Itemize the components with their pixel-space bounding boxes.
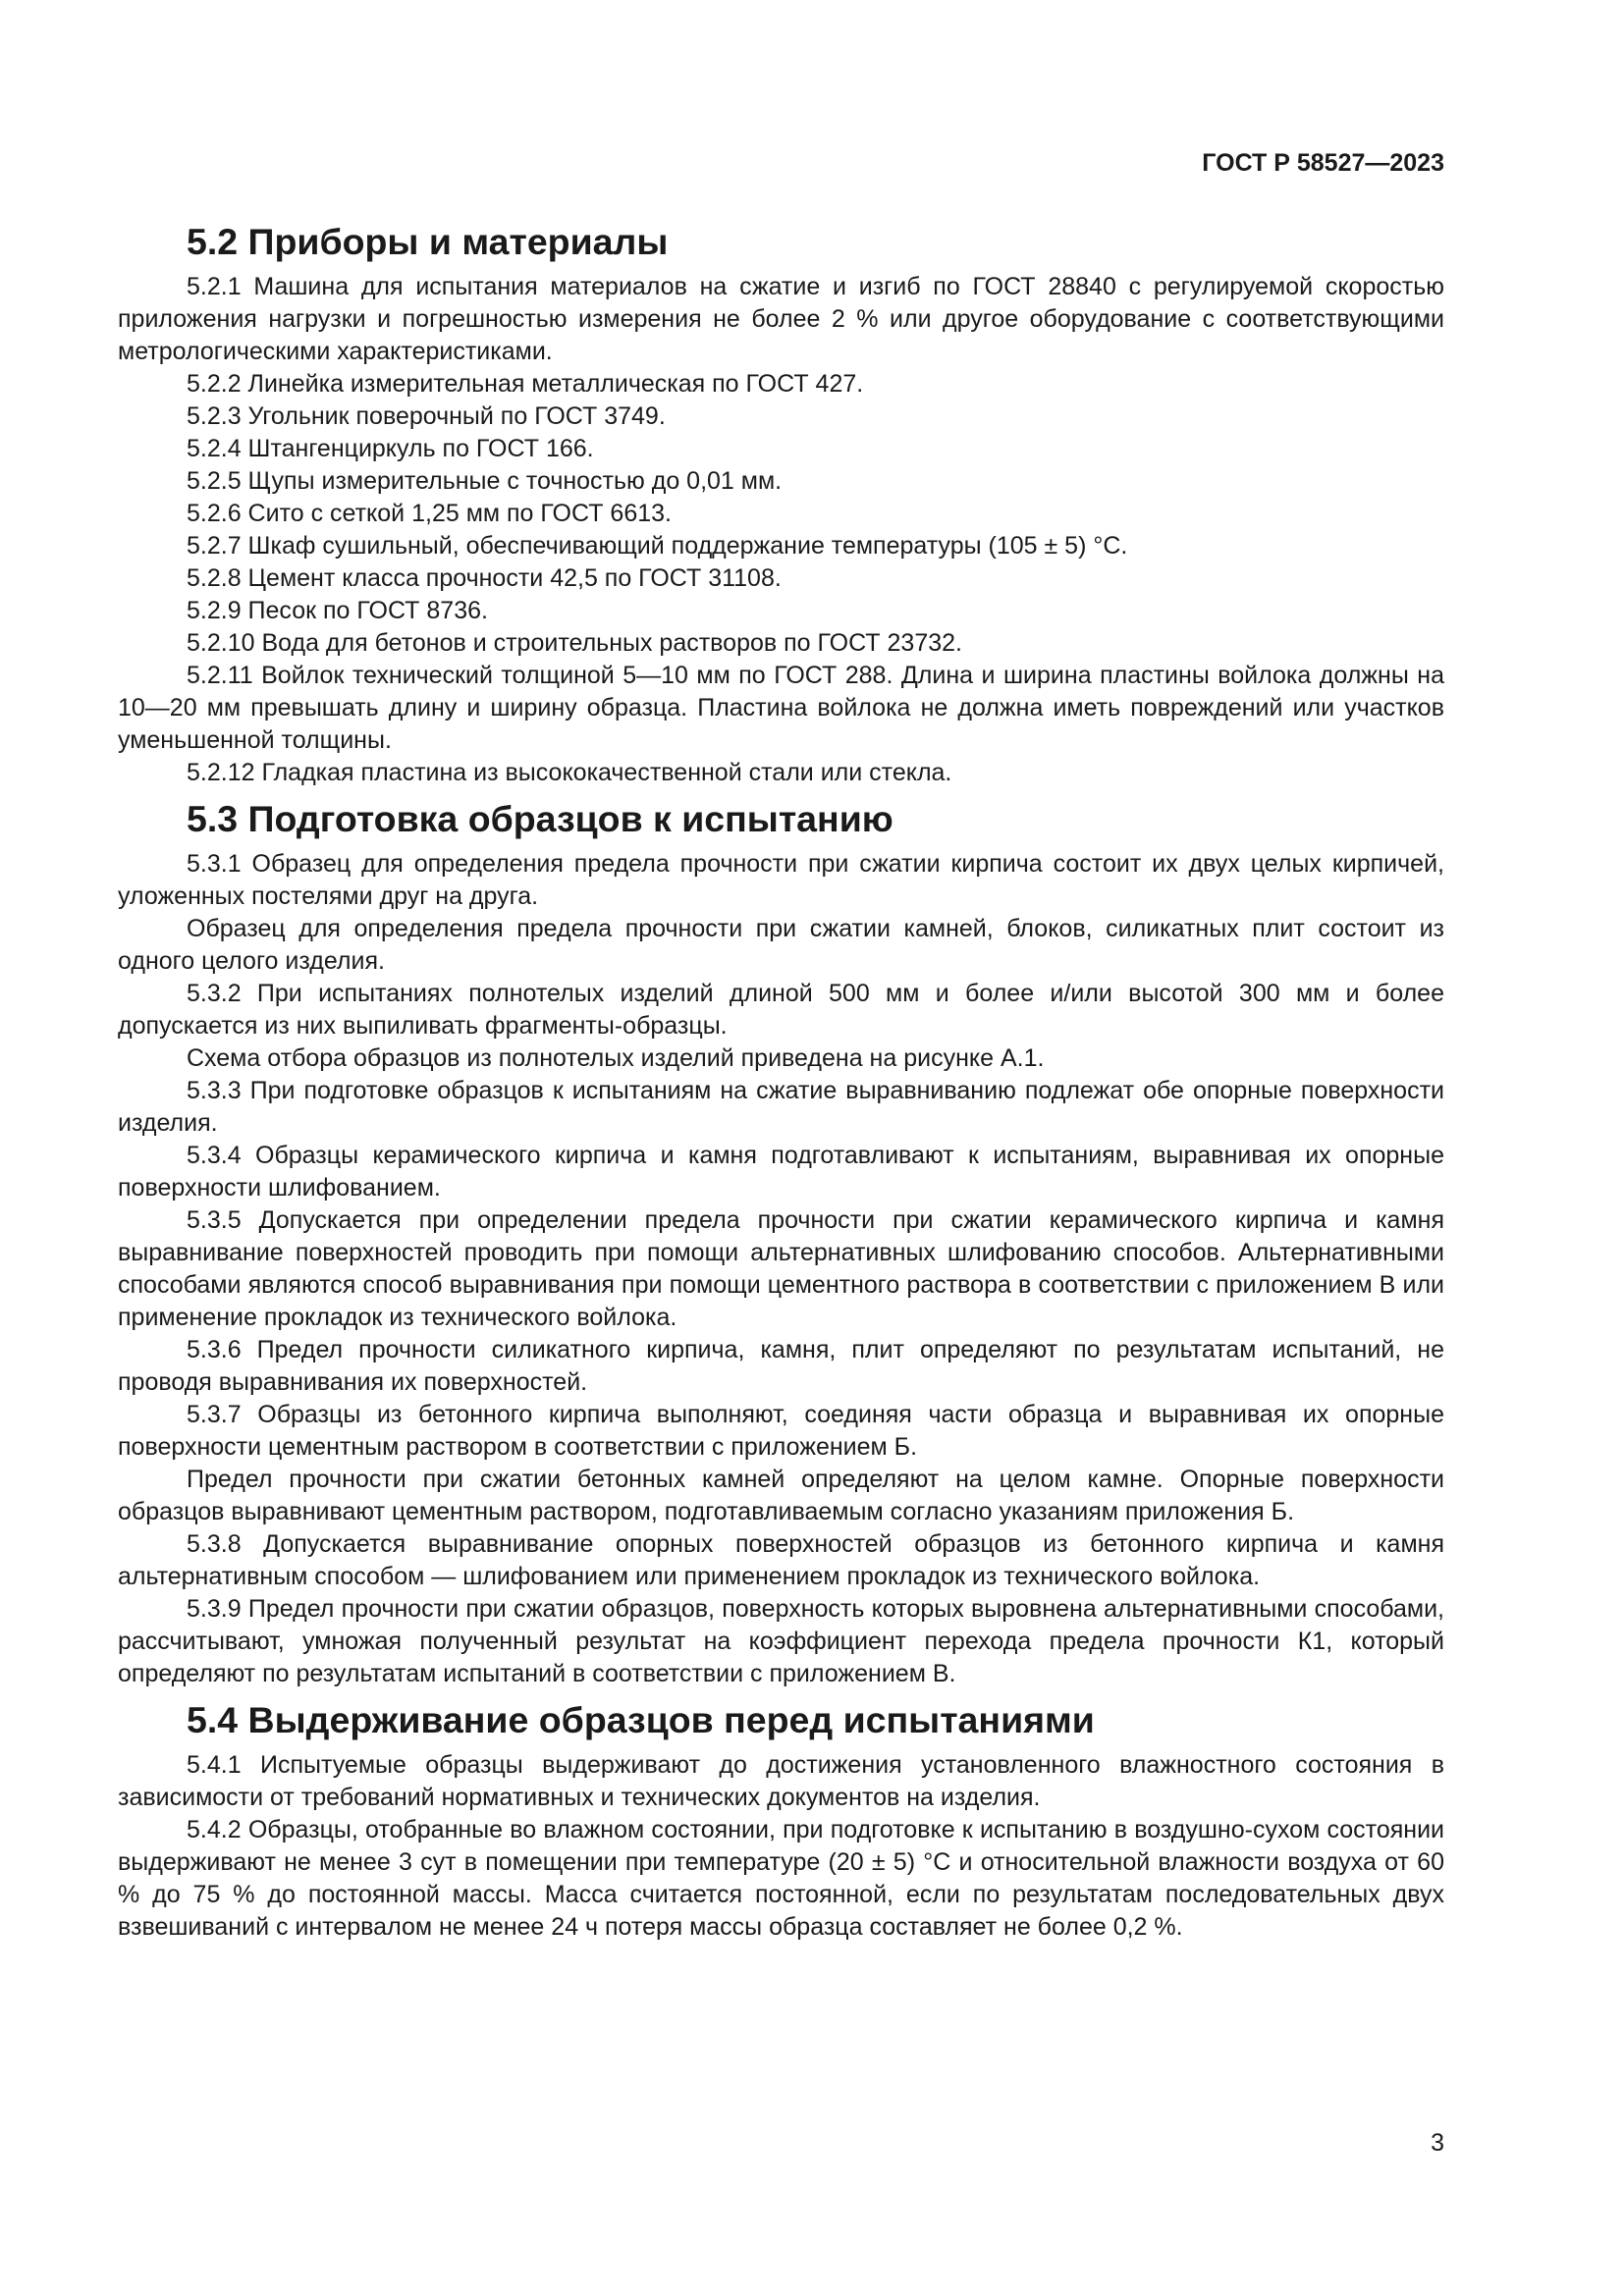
paragraph: 5.2.1 Машина для испытания материалов на сжатие и изгиб по ГОСТ 28840 с регулируемой скоростью приложения нагрузки и погрешностью измерения не более 2 % или другое оборудование с соответствующими метрологическими характеристиками. bbox=[118, 273, 1444, 365]
paragraph: 5.3.6 Предел прочности силикатного кирпича, камня, плит определяют по результатам испытаний, не проводя выравнивания их поверхностей. bbox=[118, 1336, 1444, 1396]
page-number: 3 bbox=[1431, 2129, 1444, 2157]
paragraph: 5.3.2 При испытаниях полнотелых изделий длиной 500 мм и более и/или высотой 300 мм и более допускается из них выпиливать фрагменты-образцы. bbox=[118, 980, 1444, 1040]
section-heading: 5.4 Выдерживание образцов перед испытаниями bbox=[187, 1699, 1095, 1740]
paragraph: 5.2.10 Вода для бетонов и строительных растворов по ГОСТ 23732. bbox=[187, 629, 962, 657]
paragraph: Образец для определения предела прочности при сжатии камней, блоков, силикатных плит состоит из одного целого изделия. bbox=[118, 915, 1444, 975]
paragraph: 5.2.8 Цемент класса прочности 42,5 по ГОСТ 31108. bbox=[187, 564, 782, 592]
paragraph: 5.2.12 Гладкая пластина из высококачественной стали или стекла. bbox=[187, 759, 952, 786]
paragraph: 5.4.2 Образцы, отобранные во влажном состоянии, при подготовке к испытанию в воздушно-сухом состоянии выдерживают не менее 3 сут в помещении при температуре (20 ± 5) °С и относительной влажности воздуха от 60 % до 75 % до постоянной массы. Масса считается постоянной, если по результатам последовательных двух взвешиваний с интервалом не менее 24 ч потеря массы образца составляет не более 0,2 %. bbox=[118, 1816, 1444, 1941]
paragraph: 5.3.7 Образцы из бетонного кирпича выполняют, соединяя части образца и выравнивая их опорные поверхности цементным раствором в соответствии с приложением Б. bbox=[118, 1401, 1444, 1461]
paragraph: 5.3.1 Образец для определения предела прочности при сжатии кирпича состоит их двух целых кирпичей, уложенных постелями друг на друга. bbox=[118, 850, 1444, 910]
section-5-3 bbox=[118, 798, 1444, 1690]
paragraph: 5.2.2 Линейка измерительная металлическая по ГОСТ 427. bbox=[187, 370, 864, 398]
paragraph: 5.4.1 Испытуемые образцы выдерживают до достижения установленного влажностного состояния в зависимости от требований нормативных и технических документов на изделия. bbox=[118, 1751, 1444, 1811]
section-heading: 5.2 Приборы и материалы bbox=[187, 221, 669, 262]
paragraph: 5.2.3 Угольник поверочный по ГОСТ 3749. bbox=[187, 402, 666, 430]
paragraph: 5.3.4 Образцы керамического кирпича и камня подготавливают к испытаниям, выравнивая их опорные поверхности шлифованием. bbox=[118, 1142, 1444, 1201]
paragraph: 5.2.11 Войлок технический толщиной 5—10 мм по ГОСТ 288. Длина и ширина пластины войлока должны на 10—20 мм превышать длину и ширину образца. Пластина войлока не должна иметь повреждений или участков уменьшенной толщины. bbox=[118, 662, 1444, 754]
paragraph: Схема отбора образцов из полнотелых изделий приведена на рисунке А.1. bbox=[187, 1044, 1045, 1072]
paragraph: 5.2.9 Песок по ГОСТ 8736. bbox=[187, 597, 488, 624]
paragraph: 5.2.4 Штангенциркуль по ГОСТ 166. bbox=[187, 435, 594, 462]
document-code: ГОСТ Р 58527—2023 bbox=[1202, 149, 1444, 177]
paragraph: 5.3.8 Допускается выравнивание опорных поверхностей образцов из бетонного кирпича и камня альтернативным способом — шлифованием или применением прокладок из технического войлока. bbox=[118, 1530, 1444, 1590]
paragraph: 5.3.3 При подготовке образцов к испытаниям на сжатие выравниванию подлежат обе опорные поверхности изделия. bbox=[118, 1077, 1444, 1137]
paragraph: 5.3.9 Предел прочности при сжатии образцов, поверхность которых выровнена альтернативными способами, рассчитывают, умножая полученный результат на коэффициент перехода предела прочности К1, который определяют по результатам испытаний в соответствии с приложением В. bbox=[118, 1595, 1444, 1687]
document-body bbox=[118, 0, 1444, 1944]
paragraph: 5.2.5 Щупы измерительные с точностью до 0,01 мм. bbox=[187, 467, 783, 495]
paragraph: 5.3.5 Допускается при определении предела прочности при сжатии керамического кирпича и камня выравнивание поверхностей проводить при помощи альтернативных шлифованию способов. Альтернативными способами являются способ выравнивания при помощи цементного раствора в соответствии с приложением В или применение прокладок из технического войлока. bbox=[118, 1206, 1444, 1331]
paragraph: 5.2.6 Сито с сеткой 1,25 мм по ГОСТ 6613. bbox=[187, 500, 672, 527]
section-heading: 5.3 Подготовка образцов к испытанию bbox=[187, 798, 893, 839]
paragraph: 5.2.7 Шкаф сушильный, обеспечивающий поддержание температуры (105 ± 5) °С. bbox=[187, 532, 1128, 560]
section-5-4 bbox=[118, 1699, 1444, 1944]
section-5-2 bbox=[118, 221, 1444, 789]
paragraph: Предел прочности при сжатии бетонных камней определяют на целом камне. Опорные поверхности образцов выравнивают цементным раствором, подготавливаемым согласно указаниям приложения Б. bbox=[118, 1466, 1444, 1525]
